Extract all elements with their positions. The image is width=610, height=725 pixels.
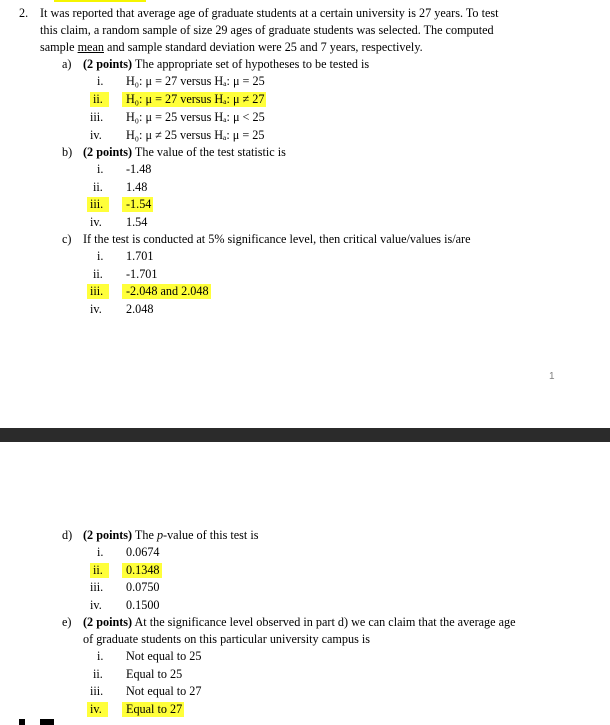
option-text: Equal to 25 — [126, 666, 183, 681]
option-number: i. — [97, 545, 104, 559]
part-c-question: If the test is conducted at 5% significance level, then critical value/values is/are — [83, 232, 471, 246]
part-c-label: c) — [62, 232, 72, 246]
part-e-label: e) — [62, 615, 72, 629]
page-divider — [0, 428, 610, 442]
option-text: H₀: μ ≠ 25 versus Hₐ: μ = 25 — [126, 128, 265, 142]
part-a-label: a) — [62, 57, 72, 71]
question-stem-line-3: sample mean and sample standard deviation were 25 and 7 years, respectively. — [40, 40, 423, 54]
selected-option-text: -2.048 and 2.048 — [122, 284, 211, 299]
option-number: ii. — [90, 563, 109, 578]
option-number: ii. — [93, 666, 103, 681]
option-number: iv. — [90, 128, 102, 142]
question-stem-line-2: this claim, a random sample of size 29 ages of graduate students was selected. The computed — [40, 23, 494, 37]
selected-option-text: Equal to 27 — [122, 702, 184, 717]
option-number: iii. — [90, 580, 104, 594]
option-text: -1.48 — [126, 162, 152, 176]
option-text: 1.54 — [126, 214, 148, 229]
selected-option-text: H₀: μ = 27 versus Hₐ: μ ≠ 27 — [122, 92, 266, 107]
cutoff-text-fragment — [19, 719, 25, 725]
option-text: 2.048 — [126, 301, 154, 316]
option-number: i. — [97, 74, 104, 88]
part-e-question-line-1: (2 points) At the significance level observed in part d) we can claim that the average age — [83, 615, 516, 629]
option-number: i. — [97, 649, 104, 663]
option-number: ii. — [93, 266, 103, 281]
page-number: 1 — [549, 371, 555, 382]
option-text: H₀: μ = 25 versus Hₐ: μ < 25 — [126, 110, 265, 124]
question-number: 2. — [19, 6, 29, 20]
document-page-2 — [0, 442, 610, 723]
question-stem-line-1: It was reported that average age of graduate students at a certain university is 27 years. To test — [40, 6, 499, 20]
option-number: iii. — [87, 197, 109, 212]
option-number: iv. — [90, 214, 102, 229]
part-b-question: (2 points) The value of the test statistic is — [83, 145, 286, 159]
option-number: i. — [97, 249, 104, 263]
option-text: 0.0750 — [126, 580, 160, 594]
cutoff-text-fragment — [40, 719, 54, 725]
selected-option-text: 0.1348 — [122, 563, 162, 578]
option-text: H₀: μ = 27 versus Hₐ: μ = 25 — [126, 74, 265, 88]
option-number: iv. — [90, 301, 102, 316]
part-b-label: b) — [62, 145, 73, 159]
option-text: 1.48 — [126, 179, 148, 194]
option-text: 0.1500 — [126, 597, 160, 612]
option-number: iv. — [87, 702, 108, 717]
part-e-question-line-2: of graduate students on this particular university campus is — [83, 632, 371, 646]
option-text: 0.0674 — [126, 545, 160, 559]
option-number: iii. — [90, 684, 104, 698]
option-text: Not equal to 25 — [126, 649, 202, 663]
part-d-label: d) — [62, 528, 73, 542]
part-d-question: (2 points) The p-value of this test is — [83, 528, 259, 542]
part-a-question: (2 points) The appropriate set of hypotheses to be tested is — [83, 57, 370, 71]
option-number: ii. — [90, 92, 109, 107]
option-number: iv. — [90, 597, 102, 612]
option-number: iii. — [87, 284, 109, 299]
option-text: 1.701 — [126, 249, 154, 263]
option-number: iii. — [90, 110, 104, 124]
option-text: -1.701 — [126, 266, 158, 281]
selected-option-text: -1.54 — [122, 197, 153, 212]
highlight-fragment — [54, 0, 146, 2]
option-number: i. — [97, 162, 104, 176]
option-number: ii. — [93, 179, 103, 194]
option-text: Not equal to 27 — [126, 684, 202, 698]
